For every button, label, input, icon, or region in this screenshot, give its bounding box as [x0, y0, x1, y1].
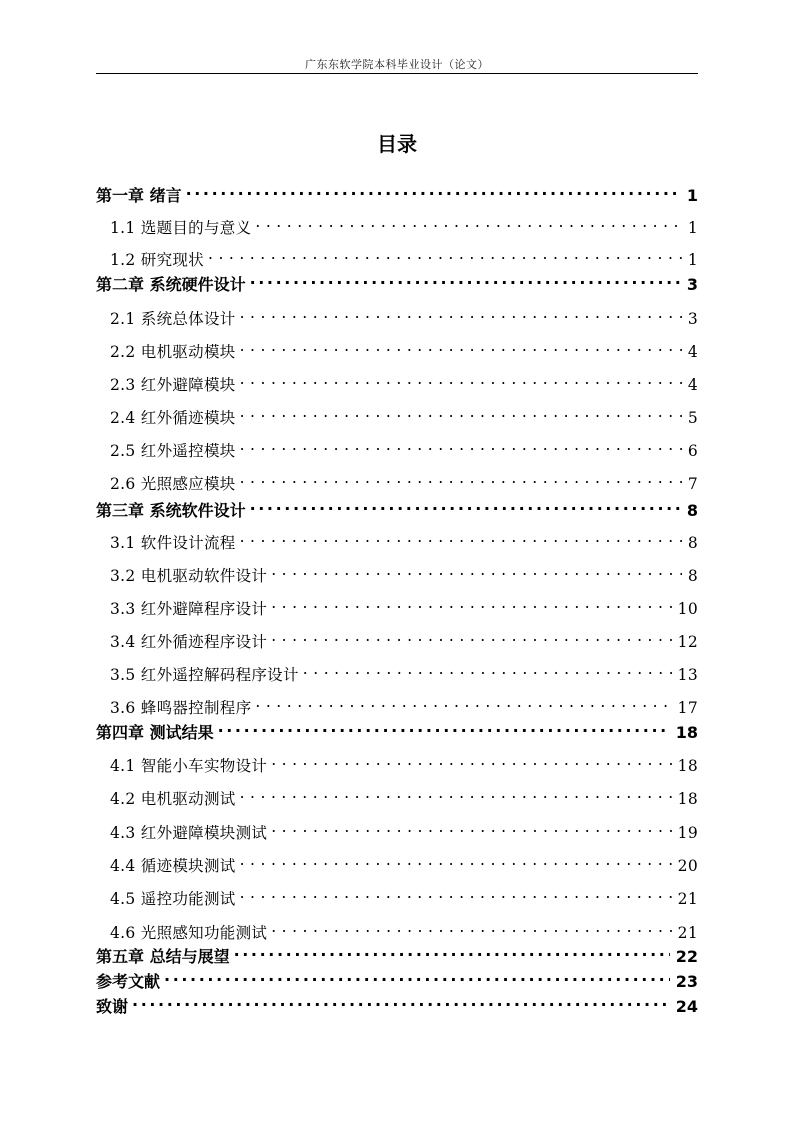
toc-dot-leader	[303, 658, 672, 680]
toc-entry-page-number: 1	[687, 251, 698, 269]
toc-entry-page-number: 7	[687, 475, 698, 493]
toc-entry-page-number: 21	[677, 890, 698, 908]
toc-dot-leader	[250, 494, 681, 516]
toc-chapter-entry	[96, 965, 698, 991]
toc-section-entry	[96, 658, 698, 684]
toc-dot-leader	[208, 243, 682, 265]
toc-entry-page-number: 19	[677, 824, 698, 842]
toc-entry-page-number: 3	[686, 275, 698, 294]
toc-dot-leader	[240, 401, 682, 423]
toc-entry-label: 2.3 红外避障模块	[110, 376, 236, 394]
toc-dot-leader	[240, 368, 682, 390]
toc-dot-leader	[271, 749, 671, 771]
toc-chapter-entry	[96, 940, 698, 966]
toc-entry-page-number: 4	[687, 343, 698, 361]
toc-chapter-entry	[96, 268, 698, 294]
toc-section-entry	[96, 368, 698, 394]
toc-entry-label: 3.3 红外避障程序设计	[110, 600, 268, 618]
toc-entry-page-number: 1	[686, 186, 698, 205]
toc-dot-leader	[240, 434, 682, 456]
toc-section-entry	[96, 434, 698, 460]
toc-section-entry	[96, 816, 698, 842]
toc-dot-leader	[240, 849, 672, 871]
toc-entry-page-number: 20	[677, 857, 698, 875]
toc-entry-page-number: 6	[687, 442, 698, 460]
toc-section-entry	[96, 335, 698, 361]
toc-dot-leader	[271, 816, 671, 838]
toc-section-entry	[96, 691, 698, 717]
toc-list	[96, 0, 698, 1122]
toc-dot-leader	[234, 940, 670, 962]
toc-dot-leader	[186, 179, 681, 201]
toc-entry-page-number: 12	[677, 633, 698, 651]
toc-entry-label: 2.4 红外循迹模块	[110, 409, 236, 427]
toc-entry-page-number: 22	[675, 947, 698, 966]
toc-entry-label: 3.5 红外遥控解码程序设计	[110, 666, 299, 684]
toc-chapter-entry	[96, 179, 698, 205]
toc-entry-page-number: 18	[675, 723, 698, 742]
toc-entry-label: 1.2 研究现状	[110, 251, 204, 269]
toc-entry-label: 3.4 红外循迹程序设计	[110, 633, 268, 651]
toc-dot-leader	[218, 716, 670, 738]
toc-title: 目录	[377, 132, 417, 156]
toc-entry-page-number: 21	[677, 924, 698, 942]
toc-section-entry	[96, 526, 698, 552]
toc-entry-label: 1.1 选题目的与意义	[110, 219, 252, 237]
toc-entry-page-number: 5	[687, 409, 698, 427]
toc-chapter-entry	[96, 990, 698, 1016]
toc-entry-label: 3.6 蜂鸣器控制程序	[110, 699, 252, 717]
toc-entry-page-number: 23	[675, 972, 698, 991]
toc-section-entry	[96, 559, 698, 585]
toc-section-entry	[96, 849, 698, 875]
page-header: 广东东软学院本科毕业设计（论文）	[305, 58, 489, 71]
toc-section-entry	[96, 211, 698, 237]
toc-entry-page-number: 18	[677, 790, 698, 808]
toc-section-entry	[96, 592, 698, 618]
toc-entry-label: 3.1 软件设计流程	[110, 534, 236, 552]
toc-dot-leader	[240, 302, 682, 324]
toc-dot-leader	[164, 965, 670, 987]
toc-chapter-entry	[96, 494, 698, 520]
toc-entry-page-number: 10	[677, 600, 698, 618]
toc-dot-leader	[250, 268, 681, 290]
toc-dot-leader	[240, 782, 672, 804]
toc-dot-leader	[240, 882, 672, 904]
toc-entry-label: 4.1 智能小车实物设计	[110, 757, 268, 775]
toc-entry-label: 第二章 系统硬件设计	[96, 275, 246, 294]
toc-entry-label: 致谢	[96, 997, 129, 1016]
toc-entry-label: 4.5 遥控功能测试	[110, 890, 236, 908]
toc-section-entry	[96, 243, 698, 269]
toc-entry-page-number: 8	[686, 501, 698, 520]
toc-dot-leader	[132, 990, 670, 1012]
toc-entry-page-number: 8	[687, 534, 698, 552]
toc-section-entry	[96, 401, 698, 427]
toc-entry-label: 2.5 红外遥控模块	[110, 442, 236, 460]
toc-dot-leader	[255, 211, 681, 233]
toc-dot-leader	[240, 335, 682, 357]
toc-entry-page-number: 24	[675, 997, 698, 1016]
toc-entry-label: 2.6 光照感应模块	[110, 475, 236, 493]
toc-entry-label: 2.2 电机驱动模块	[110, 343, 236, 361]
toc-dot-leader	[271, 559, 682, 581]
toc-section-entry	[96, 882, 698, 908]
toc-entry-label: 第一章 绪言	[96, 186, 182, 205]
toc-entry-label: 4.4 循迹模块测试	[110, 857, 236, 875]
toc-entry-label: 3.2 电机驱动软件设计	[110, 567, 268, 585]
toc-entry-label: 第五章 总结与展望	[96, 947, 230, 966]
toc-entry-page-number: 8	[687, 567, 698, 585]
toc-entry-label: 2.1 系统总体设计	[110, 310, 236, 328]
toc-entry-page-number: 18	[677, 757, 698, 775]
toc-dot-leader	[271, 916, 671, 938]
toc-dot-leader	[240, 526, 682, 548]
toc-entry-label: 4.3 红外避障模块测试	[110, 824, 268, 842]
toc-entry-page-number: 1	[687, 219, 698, 237]
toc-section-entry	[96, 625, 698, 651]
toc-entry-label: 第四章 测试结果	[96, 723, 214, 742]
toc-entry-label: 4.6 光照感知功能测试	[110, 924, 268, 942]
toc-entry-page-number: 4	[687, 376, 698, 394]
toc-chapter-entry	[96, 716, 698, 742]
toc-section-entry	[96, 467, 698, 493]
toc-dot-leader	[240, 467, 682, 489]
toc-dot-leader	[271, 592, 671, 614]
toc-entry-page-number: 3	[687, 310, 698, 328]
toc-section-entry	[96, 782, 698, 808]
toc-entry-page-number: 13	[677, 666, 698, 684]
toc-entry-label: 参考文献	[96, 972, 161, 991]
toc-entry-page-number: 17	[677, 699, 698, 717]
toc-entry-label: 第三章 系统软件设计	[96, 501, 246, 520]
toc-section-entry	[96, 302, 698, 328]
toc-dot-leader	[255, 691, 671, 713]
toc-entry-label: 4.2 电机驱动测试	[110, 790, 236, 808]
toc-section-entry	[96, 916, 698, 942]
toc-dot-leader	[271, 625, 671, 647]
toc-section-entry	[96, 749, 698, 775]
